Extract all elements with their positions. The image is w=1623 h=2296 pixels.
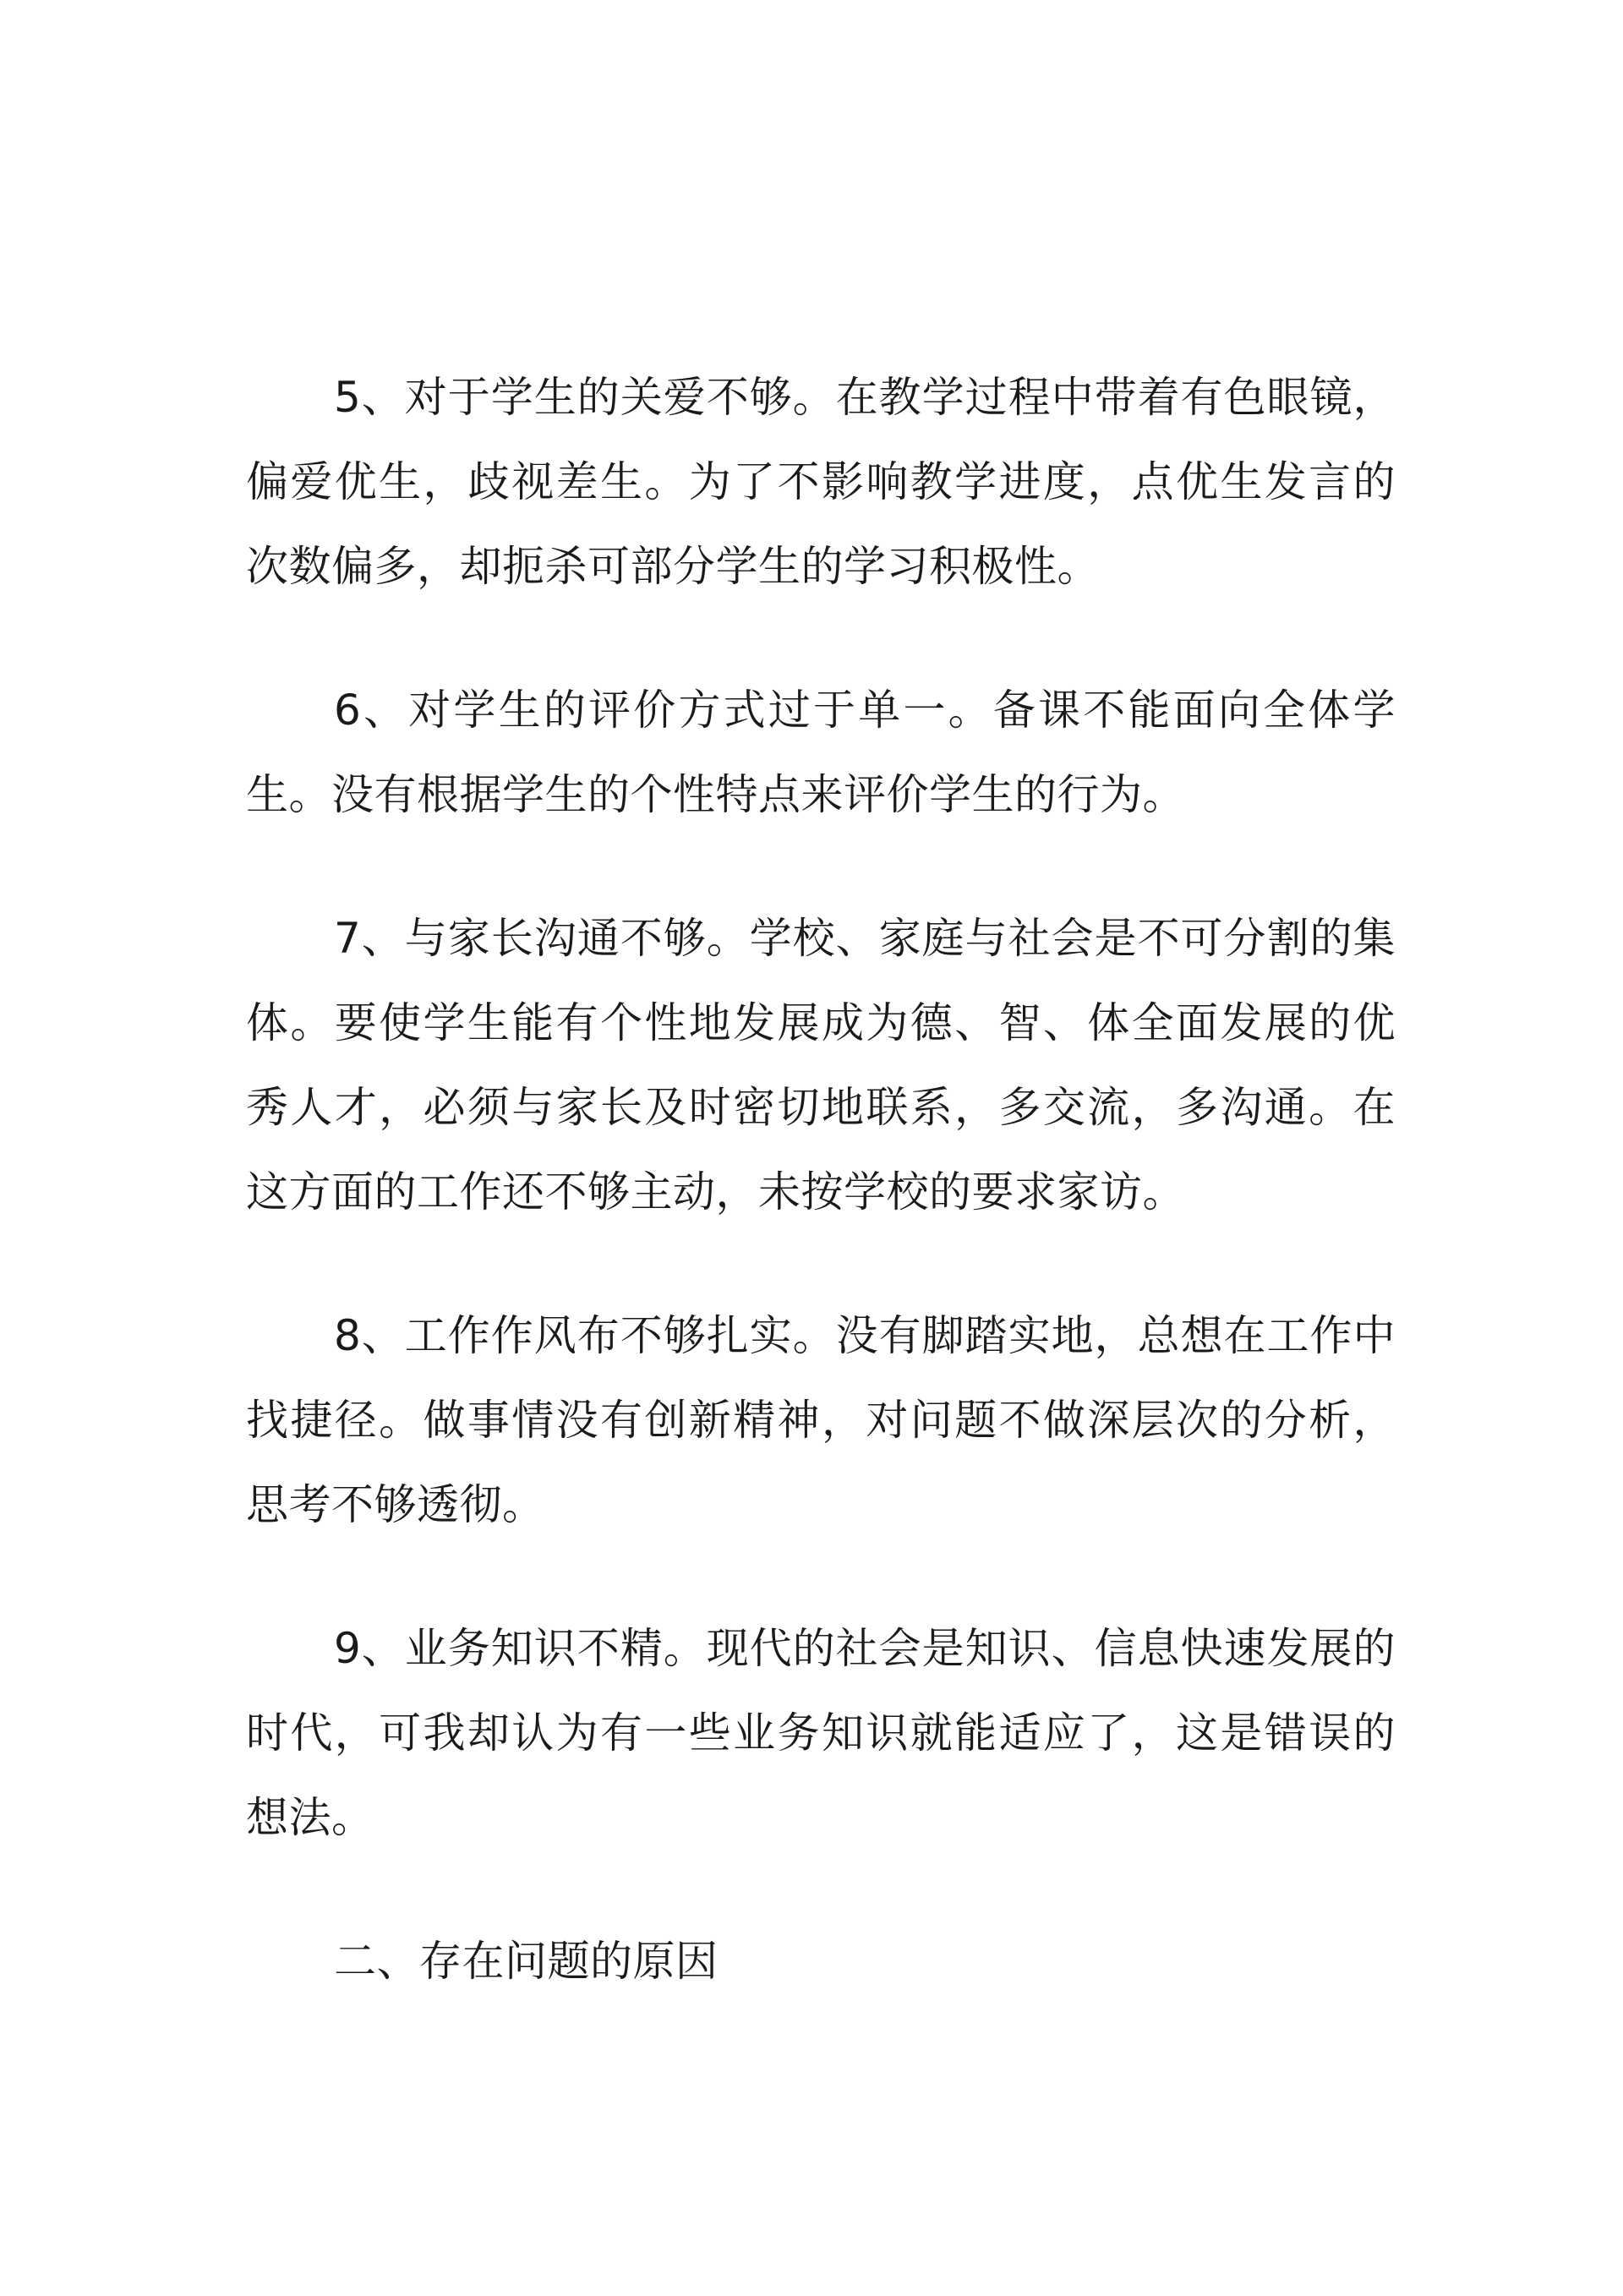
- document-body: [246, 355, 1396, 2004]
- section-heading: 二、存在问题的原因: [334, 1937, 719, 1986]
- paragraph-6: 6、对学生的评价方式过于单一。备课不能面向全体学生。没有根据学生的个性特点来评价学生的行为。: [246, 686, 1396, 819]
- paragraph-8: 8、工作作风布不够扎实。没有脚踏实地，总想在工作中找捷径。做事情没有创新精神，对问题不做深层次的分析，思考不够透彻。: [246, 1311, 1396, 1529]
- paragraph-7: 7、与家长沟通不够。学校、家庭与社会是不可分割的集体。要使学生能有个性地发展成为德、智、体全面发展的优秀人才，必须与家长及时密切地联系，多交流，多沟通。在这方面的工作还不够主动，未按学校的要求家访。: [246, 914, 1396, 1216]
- paragraph-9: 9、业务知识不精。现代的社会是知识、信息快速发展的时代，可我却认为有一些业务知识就能适应了，这是错误的想法。: [246, 1624, 1396, 1842]
- paragraph-5: 5、对于学生的关爱不够。在教学过程中带着有色眼镜，偏爱优生，歧视差生。为了不影响教学进度，点优生发言的次数偏多，却扼杀可部分学生的学习积极性。: [246, 373, 1396, 591]
